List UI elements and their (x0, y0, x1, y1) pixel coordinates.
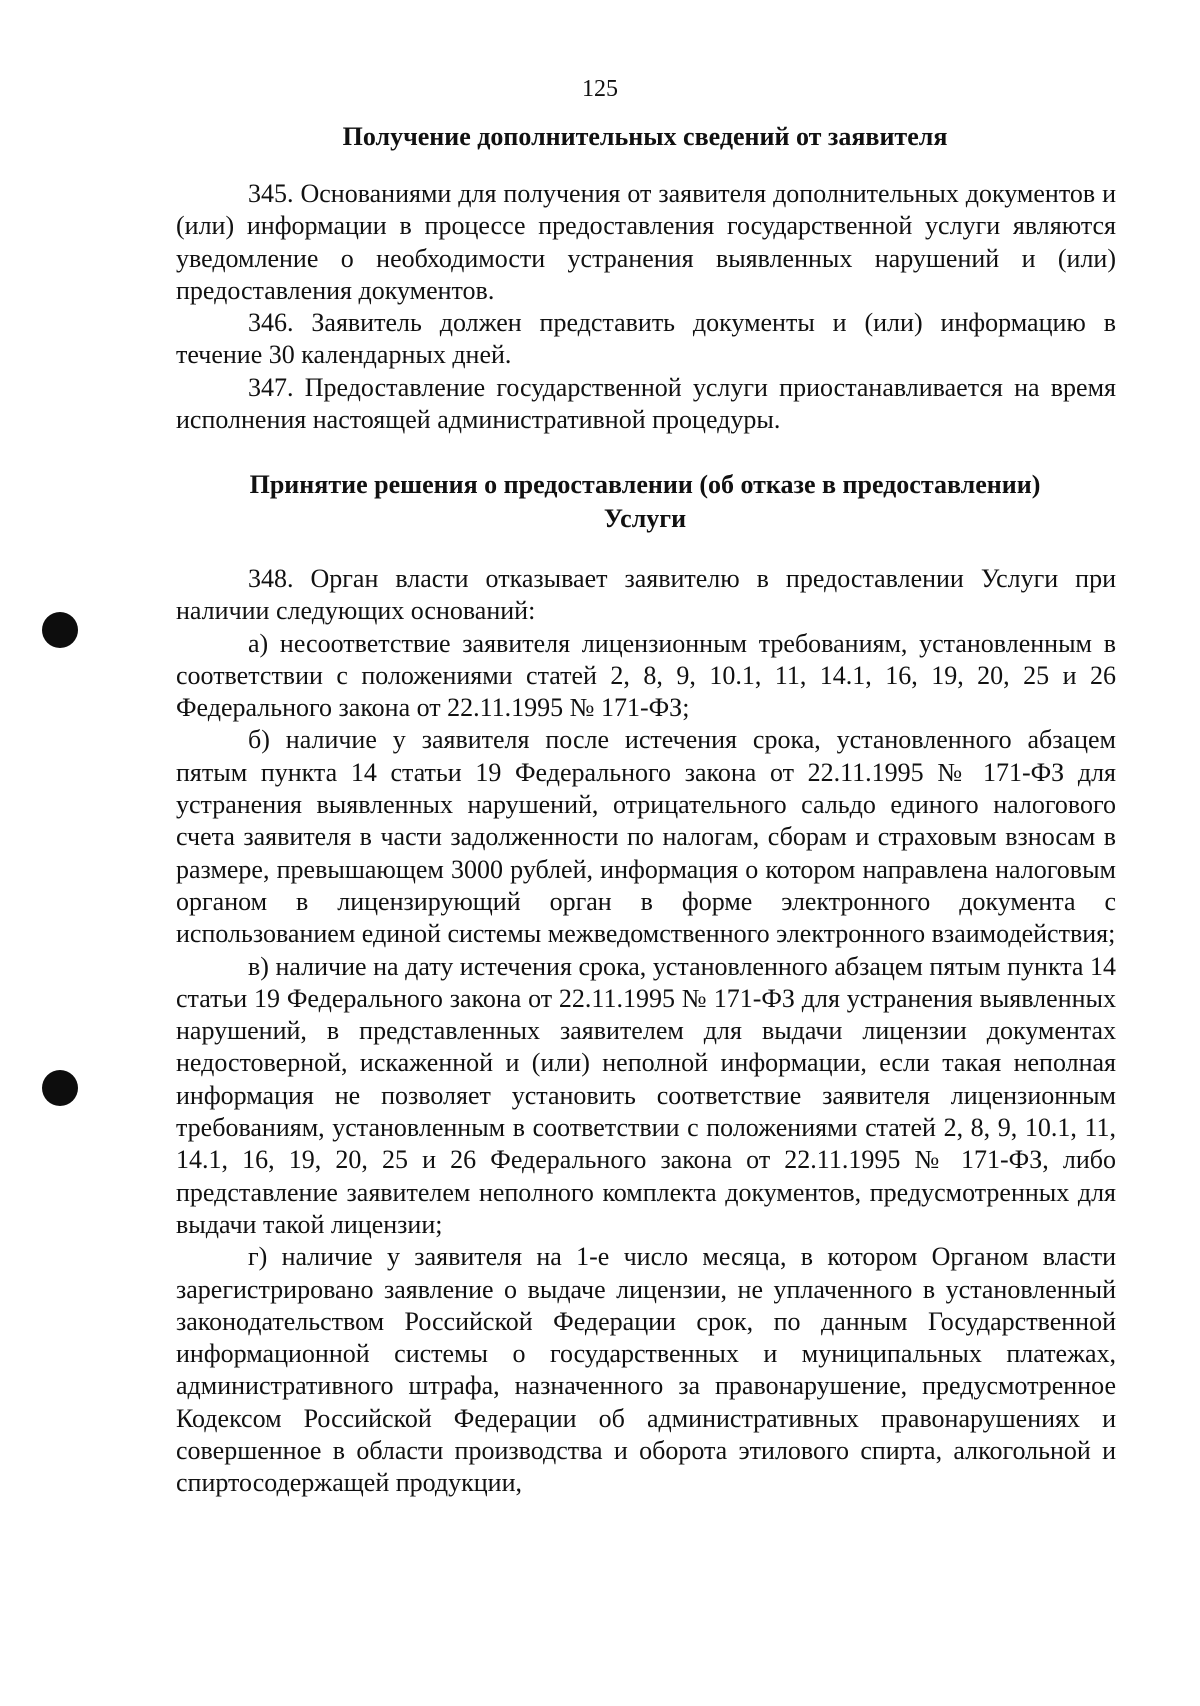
section-title-decision (176, 468, 1114, 536)
paragraph-345: 345. Основаниями для получения от заявителя дополнительных документов и (или) информации в процессе предоставления государственной услуги являются уведомление о необходимости устранения выявленных нарушений и (или) предоставления документов. (176, 179, 1116, 305)
paragraph-346: 346. Заявитель должен представить документы и (или) информацию в течение 30 календарных дней. (176, 308, 1116, 370)
list-item-v: в) наличие на дату истечения срока, установленного абзацем пятым пункта 14 статьи 19 Федерального закона от 22.11.1995 № 171-ФЗ для устранения выявленных нарушений, в представленных заявителем для выдачи лицензии документах недостоверной, искаженной и (или) неполной информации, если такая неполная информация не позволяет установить соответствие заявителя лицензионным требованиям, установленным в соответствии с положениями статей 2, 8, 9, 10.1, 11, 14.1, 16, 19, 20, 25 и 26 Федерального закона от 22.11.1995 № 171-ФЗ, либо представление заявителем неполного комплекта документов, предусмотренных для выдачи такой лицензии; (176, 951, 1116, 1239)
list-item-a: а) несоответствие заявителя лицензионным требованиям, установленным в соответствии с положениями статей 2, 8, 9, 10.1, 11, 14.1, 16, 19, 20, 25 и 26 Федерального закона от 22.11.1995 № 171-ФЗ; (176, 628, 1116, 723)
paragraph-348: 348. Орган власти отказывает заявителю в предоставлении Услуги при наличии следующих оснований: (176, 564, 1116, 626)
section-title-additional-info: Получение дополнительных сведений от заявителя (342, 122, 948, 151)
paragraph-347: 347. Предоставление государственной услуги приостанавливается на время исполнения настоящей административной процедуры. (176, 372, 1116, 435)
binder-hole (42, 1070, 78, 1106)
list-item-g: г) наличие у заявителя на 1-е число месяца, в котором Органом власти зарегистрировано заявление о выдаче лицензии, не уплаченного в установленный законодательством Российской Федерации срок, по данным Государственной информационной системы о государственных и муниципальных платежах, административного штрафа, назначенного за правонарушение, предусмотренное Кодексом Российской Федерации об административных правонарушениях и совершенное в области производства и оборота этилового спирта, алкогольной и спиртосодержащей продукции, (176, 1242, 1116, 1498)
binder-hole (42, 612, 78, 648)
section-title-decision-line-1: Принятие решения о предоставлении (об отказе в предоставлении) (249, 470, 1041, 499)
section-title-decision-line-2: Услуги (603, 504, 687, 533)
list-item-b: б) наличие у заявителя после истечения срока, установленного абзацем пятым пункта 14 статьи 19 Федерального закона от 22.11.1995 № 171-ФЗ для устранения выявленных нарушений, отрицательного сальдо единого налогового счета заявителя в части задолженности по налогам, сборам и страховым взносам в размере, превышающем 3000 рублей, информация о котором направлена налоговым органом в лицензирующий орган в форме электронного документа с использованием единой системы межведомственного электронного взаимодействия; (176, 725, 1116, 949)
page-number: 125 (582, 76, 618, 102)
section-decision-body (176, 563, 1116, 1500)
section-additional-info-body (176, 178, 1116, 436)
